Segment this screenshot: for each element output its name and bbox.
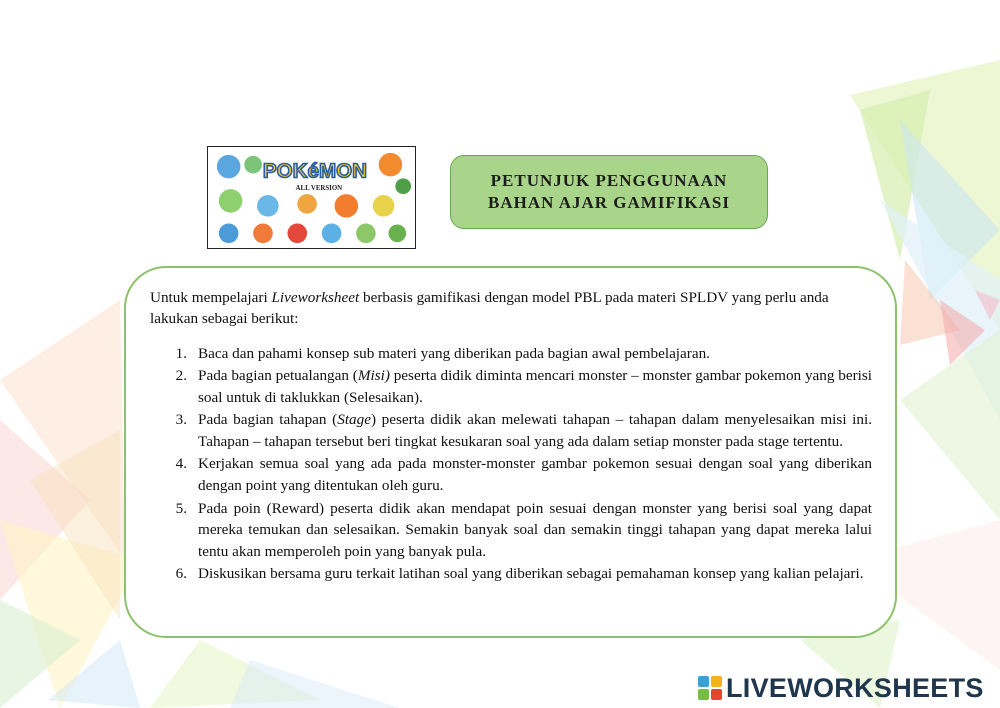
step-text: Baca dan pahami konsep sub materi yang diberikan pada bagian awal pembelajaran.: [198, 345, 710, 362]
list-item: [150, 453, 872, 497]
intro-paragraph: [150, 287, 872, 329]
list-item: [150, 365, 872, 409]
step-number: 1.: [175, 345, 187, 362]
intro-text-before: Untuk mempelajari: [150, 289, 272, 306]
step-text: Pada bagian tahapan (Stage) peserta didik akan melewati tahapan – tahapan dalam menyelesaikan misi ini. Tahapan – tahapan tersebut beri tingkat kesukaran soal yang ada dalam setiap monster pada stage tertentu.: [198, 411, 873, 451]
step-text: Pada bagian petualangan (Misi) peserta didik diminta mencari monster – monster gambar pokemon yang berisi soal untuk di taklukkan (Selesaikan).: [198, 367, 873, 407]
page-title: [450, 155, 768, 229]
step-number: 5.: [175, 499, 187, 517]
instructions-panel: [124, 266, 897, 638]
liveworksheets-logo[interactable]: [698, 673, 984, 703]
step-text: Kerjakan semua soal yang ada pada monster-monster gambar pokemon sesuai dengan soal yang diberikan dengan point yang ditentukan oleh guru.: [198, 455, 872, 495]
list-item: [150, 343, 872, 365]
pokemon-logo-title: POKéMON: [262, 159, 367, 183]
list-item: [150, 409, 872, 453]
step-number: 6.: [175, 565, 187, 583]
liveworksheets-brand: LIVEWORKSHEETS: [726, 672, 984, 703]
pokemon-logo-image: [207, 146, 416, 249]
step-text: Pada poin (Reward) peserta didik akan mendapat poin sesuai dengan monster yang berisi soal yang dapat mereka temukan dan selesaikan. Semakin banyak soal dan semakin tinggi tahapan yang dapat mereka lalui tentu akan memperoleh poin yang banyak pula.: [198, 499, 872, 561]
intro-emphasis: Liveworksheet: [271, 289, 360, 306]
steps-list: [150, 343, 872, 585]
intro-text-after: berbasis gamifikasi dengan model PBL pada materi SPLDV yang perlu anda lakukan sebagai berikut:: [150, 289, 829, 327]
list-item: [150, 563, 872, 585]
title-line-1: PETUNJUK PENGGUNAAN: [490, 171, 728, 190]
step-text: Diskusikan bersama guru terkait latihan soal yang diberikan sebagai pemahaman konsep yang kalian pelajari.: [198, 565, 864, 583]
title-line-2: BAHAN AJAR GAMIFIKASI: [487, 193, 731, 212]
liveworksheets-icon: [698, 676, 722, 700]
list-item: [150, 498, 872, 563]
pokemon-logo-subtitle: ALL VERSION: [295, 185, 343, 193]
step-number: 3.: [175, 411, 187, 429]
step-number: 4.: [175, 455, 187, 473]
step-number: 2.: [175, 367, 187, 385]
